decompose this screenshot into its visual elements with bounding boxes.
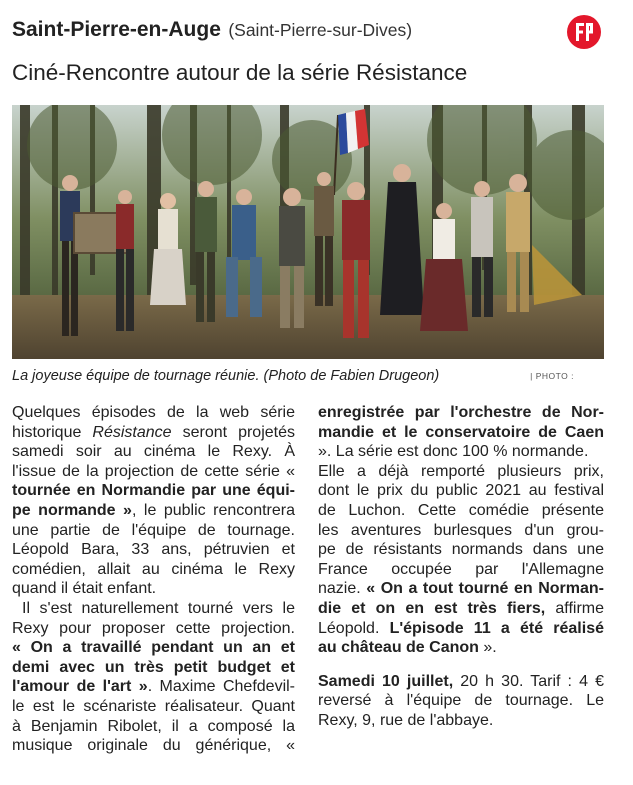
text-run: . Maxime Chefdevil-: [147, 678, 296, 696]
article-text-line: [12, 579, 295, 599]
photo-caption: La joyeuse équipe de tournage réunie. (Photo de Fabien Drugeon): [12, 368, 440, 384]
text-run: ».: [478, 639, 497, 657]
article-headline: Ciné-Rencontre autour de la série Résistance: [12, 60, 468, 85]
paragraph-gap: [318, 658, 604, 672]
text-run: Quelques épisodes de la web série: [12, 404, 295, 421]
article-text-line: [12, 501, 295, 521]
text-run: une partie de l'équipe de tournage.: [12, 521, 295, 539]
article-text-line: [12, 423, 295, 443]
article-text-line: [12, 717, 295, 737]
bold-text-run: die et on en est très fiers,: [318, 599, 546, 617]
article-text-line: [12, 540, 295, 560]
town-subtitle: (Saint-Pierre-sur-Dives): [228, 20, 413, 40]
article-text-line: [12, 403, 295, 423]
text-run: à Benjamin Ribolet, il a composé la: [12, 717, 295, 735]
article-text-line: [12, 619, 295, 639]
bold-text-run: Samedi 10 juillet,: [318, 672, 454, 690]
article-text-line: [318, 423, 604, 443]
photo-credit-label: | PHOTO :: [530, 371, 574, 381]
text-run: seront projetés: [171, 423, 295, 441]
article-column-left: [12, 403, 295, 756]
text-run: quand il était enfant.: [12, 580, 157, 598]
italic-text-run: Résistance: [92, 423, 172, 441]
bold-text-run: « On a tout tourné en Norman-: [366, 580, 604, 598]
text-run: reversé à l'équipe de tournage. Le: [318, 692, 604, 710]
text-run: dont le prix du public 2021 au festival: [318, 482, 604, 500]
article-text-line: [318, 579, 604, 599]
photo-forest-crew-illustration: [12, 105, 604, 359]
bold-text-run: pe normande »: [12, 501, 132, 519]
text-run: Elle a déjà remporté plusieurs prix,: [318, 462, 604, 480]
article-photo: [12, 105, 604, 359]
text-run: , le public rencontrera: [131, 501, 295, 519]
bold-text-run: demi avec un très petit budget et: [12, 658, 295, 676]
bold-text-run: mandie et le conservatoire de Caen: [318, 423, 604, 441]
logo-circle: [567, 15, 601, 49]
article-text-line: [12, 697, 295, 717]
article-text-line: [318, 560, 604, 580]
article-text-line: [318, 619, 604, 639]
article-text-line: [12, 658, 295, 678]
bold-text-run: L'épisode 11 a été réalisé: [389, 619, 604, 637]
photo-caption-row: [12, 367, 604, 389]
text-run: Rexy pour proposer cette projection.: [12, 619, 295, 637]
text-run: de Luchon. Cette comédie présente: [318, 501, 604, 519]
text-run: Il s'est naturellement tourné vers le: [22, 599, 295, 617]
article-text-line: [318, 521, 604, 541]
bold-text-run: l'amour de l'art »: [12, 678, 148, 696]
article-text-line: [318, 403, 604, 423]
bold-text-run: « On a travaillé pendant un an et: [12, 639, 295, 657]
article-column-right: [318, 403, 604, 731]
text-run: les aventures burlesques d'un grou-: [318, 521, 604, 539]
town-name: Saint-Pierre-en-Auge: [12, 18, 221, 41]
newspaper-logo-icon: [566, 14, 602, 50]
article-text-line: [318, 481, 604, 501]
text-run: ». La série est donc 100 % normande.: [318, 443, 589, 461]
article-text-line: [318, 638, 604, 658]
text-run: comédien, allait au cinéma le Rexy: [12, 560, 295, 578]
article-text-line: [12, 560, 295, 580]
bold-text-run: au château de Canon: [318, 639, 479, 657]
article-text-line: [12, 736, 295, 756]
text-run: Léopold.: [318, 619, 390, 637]
article-text-line: [318, 442, 604, 462]
text-run: historique: [12, 423, 93, 441]
text-run: musique originale du générique, «: [12, 737, 295, 755]
article-text-line: [12, 521, 295, 541]
article-text-line: [318, 599, 604, 619]
article-text-line: [318, 462, 604, 482]
text-run: affirme: [545, 599, 605, 617]
text-run: 20 h 30. Tarif : 4 €: [453, 672, 605, 690]
text-run: le est le scénariste réalisateur. Quant: [12, 697, 295, 715]
article-text-line: [12, 442, 295, 462]
article-text-line: [12, 677, 295, 697]
text-run: Rexy, 9, rue de l'abbaye.: [318, 711, 494, 729]
article-text-line: [318, 540, 604, 560]
article-header: [12, 18, 567, 42]
text-run: France occupée par l'Allemagne: [318, 560, 604, 578]
bold-text-run: tournée en Normandie par une équi-: [12, 482, 295, 500]
text-run: nazie.: [318, 580, 367, 598]
article-text-line: [318, 501, 604, 521]
article-text-line: [12, 599, 295, 619]
article-text-line: [318, 691, 604, 711]
article-text-line: [12, 462, 295, 482]
article-text-line: [318, 672, 604, 692]
article-text-line: [12, 481, 295, 501]
text-run: samedi soir au cinéma le Rexy. À: [12, 443, 295, 461]
article-text-line: [12, 638, 295, 658]
text-run: Léopold Bara, 33 ans, pétruvien et: [12, 541, 295, 559]
article-text-line: [318, 711, 604, 731]
text-run: pe de résistants normands dans une: [318, 541, 604, 559]
text-run: l'issue de la projection de cette série «: [12, 462, 295, 480]
bold-text-run: enregistrée par l'orchestre de Nor-: [318, 404, 604, 421]
